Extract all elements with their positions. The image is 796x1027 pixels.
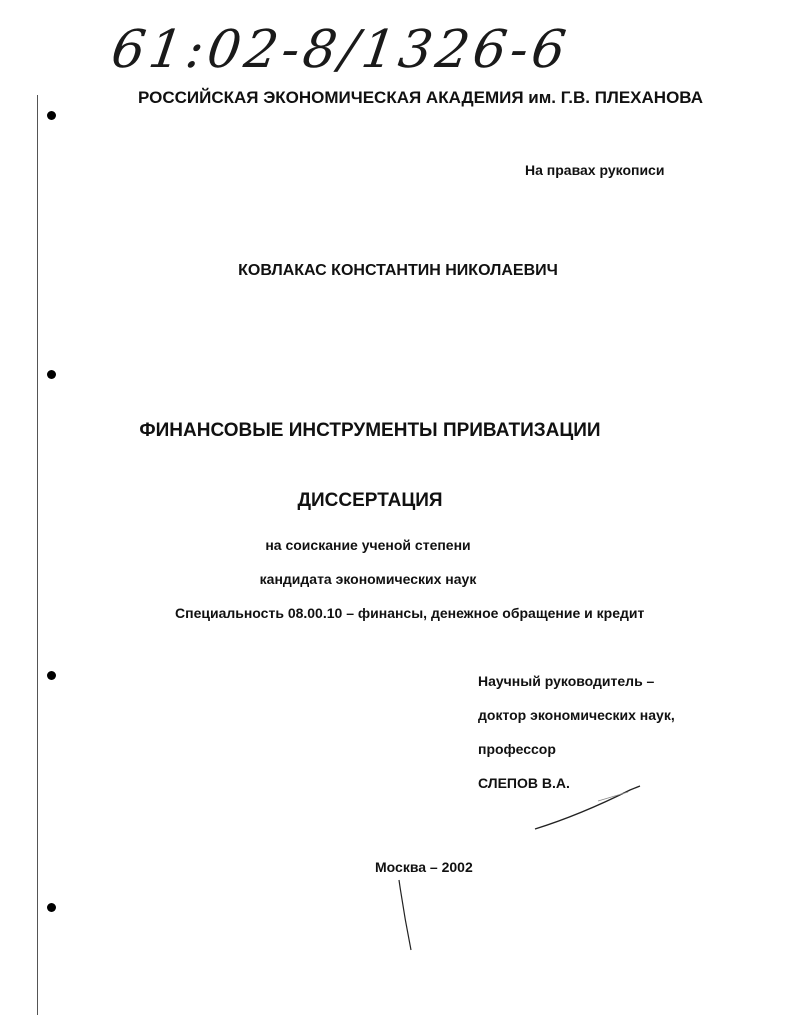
manuscript-rights: На правах рукописи [525, 162, 665, 178]
city-year: Москва – 2002 [375, 859, 473, 875]
specialty: Специальность 08.00.10 – финансы, денежное обращение и кредит [175, 605, 645, 621]
supervisor-role: Научный руководитель – [478, 673, 655, 689]
dissertation-title: ФИНАНСОВЫЕ ИНСТРУМЕНТЫ ПРИВАТИЗАЦИИ [139, 420, 601, 441]
supervisor-name: СЛЕПОВ В.А. [478, 775, 570, 791]
supervisor-rank: профессор [478, 741, 556, 757]
handwritten-code: 61:02-8/1326-6 [107, 20, 574, 80]
degree-line-2: кандидата экономических наук [259, 571, 477, 587]
degree-line-1: на соискание ученой степени [265, 537, 471, 553]
author-name: КОВЛАКАС КОНСТАНТИН НИКОЛАЕВИЧ [238, 262, 558, 279]
supervisor-degree: доктор экономических наук, [478, 707, 675, 723]
academy-name: РОССИЙСКАЯ ЭКОНОМИЧЕСКАЯ АКАДЕМИЯ им. Г.В. ПЛЕХАНОВА [138, 88, 704, 107]
document-type: ДИССЕРТАЦИЯ [297, 490, 443, 511]
